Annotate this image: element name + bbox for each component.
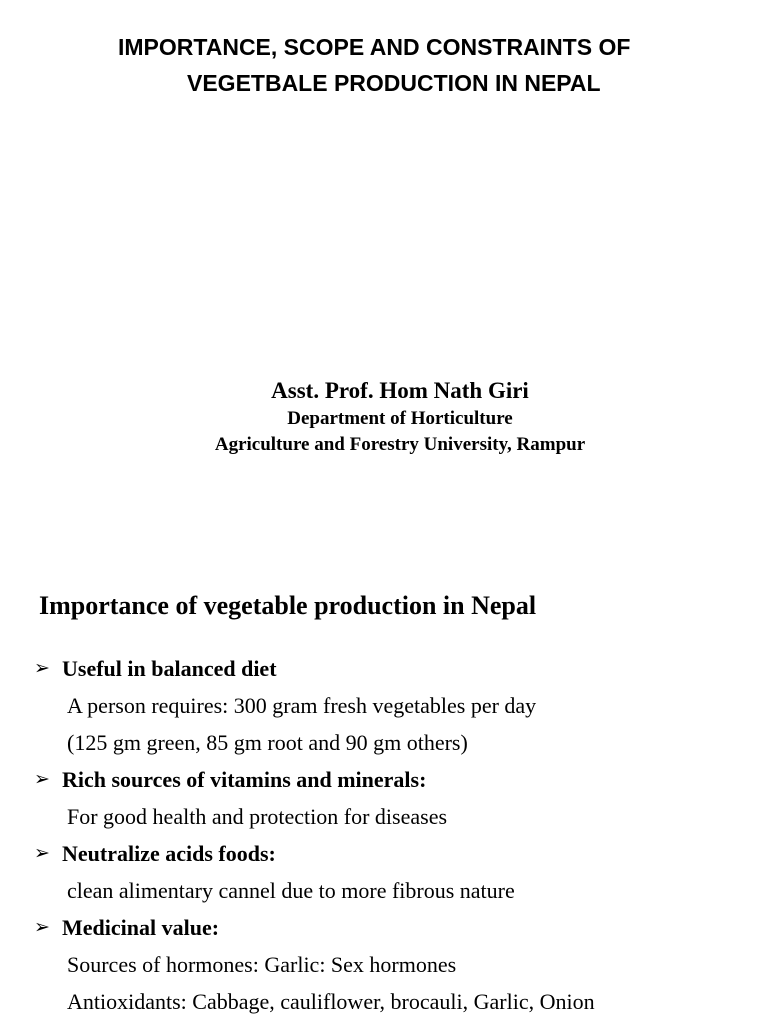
bullet-detail-line: clean alimentary cannel due to more fibrous nature [67,878,515,903]
author-block [0,376,768,458]
bullet-heading: Neutralize acids foods: [62,841,276,866]
arrow-bullet-icon: ➢ [34,768,50,790]
bullet-heading: Useful in balanced diet [62,656,277,681]
bullet-heading: Rich sources of vitamins and minerals: [62,767,427,792]
arrow-bullet-icon: ➢ [34,916,50,938]
bullet-detail-line: Sources of hormones: Garlic: Sex hormones [67,952,457,977]
author-university: Agriculture and Forestry University, Rampur [214,434,586,455]
author-department: Department of Horticulture [287,408,513,429]
arrow-bullet-icon: ➢ [34,842,50,864]
bullet-item [0,761,768,798]
slide-title-line-1: IMPORTANCE, SCOPE AND CONSTRAINTS OF [118,34,631,60]
bullet-heading: Medicinal value: [62,915,220,940]
bullet-detail-line: (125 gm green, 85 gm root and 90 gm others) [67,730,468,755]
author-name: Asst. Prof. Hom Nath Giri [271,378,529,403]
slide-title-line-2: VEGETBALE PRODUCTION IN NEPAL [187,70,601,96]
arrow-bullet-icon: ➢ [34,657,50,679]
bullet-list [0,650,768,1020]
bullet-detail-line: A person requires: 300 gram fresh vegetables per day [67,693,537,718]
bullet-detail-line: For good health and protection for diseases [67,804,448,829]
section-heading: Importance of vegetable production in Nepal [39,591,537,620]
bullet-item [0,835,768,872]
bullet-item [0,650,768,687]
bullet-item [0,909,768,946]
bullet-detail-line: Antioxidants: Cabbage, cauliflower, brocauli, Garlic, Onion [67,989,595,1014]
